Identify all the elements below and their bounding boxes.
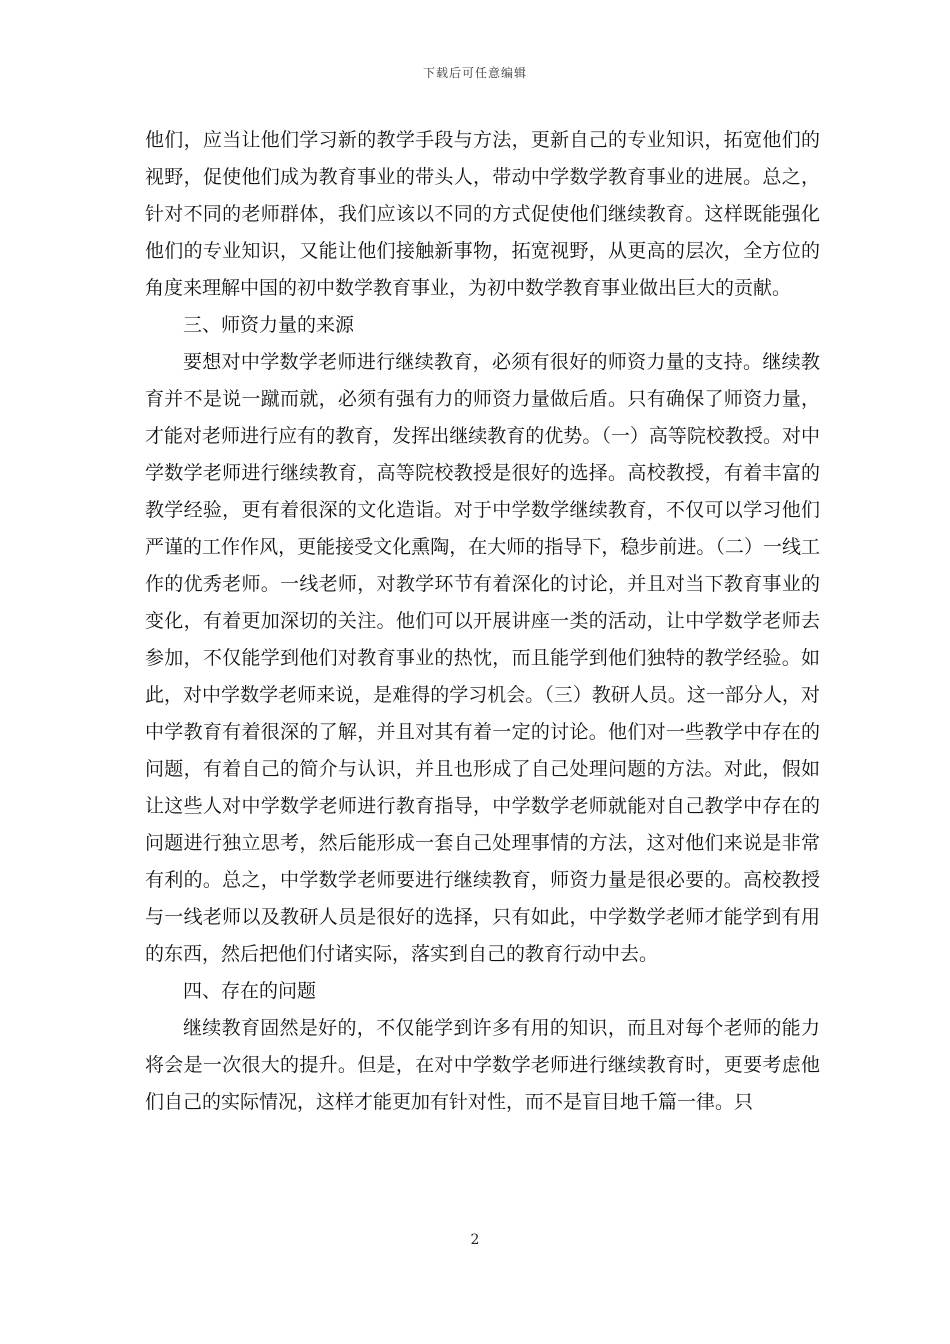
page-header: 下载后可任意编辑 [422,66,527,80]
paragraph-continuation: 他们，应当让他们学习新的教学手段与方法，更新自己的专业知识，拓宽他们的视野，促使他们成为教育事业的带头人，带动中学数学教育事业的进展。总之，针对不同的老师群体，我们应该以不同的方式促使他们继续教育。这样既能强化他们的专业知识，又能让他们接触新事物，拓宽视野，从更高的层次，全方位的角度来理解中国的初中数学教育事业，为初中数学教育事业做出巨大的贡献。 [145,129,820,299]
paragraph-existing-problems: 继续教育固然是好的，不仅能学到许多有用的知识，而且对每个老师的能力将会是一次很大的提升。但是，在对中学数学老师进行继续教育时，更要考虑他们自己的实际情况，这样才能更加有针对性，而不是盲目地千篇一律。只 [145,1017,820,1113]
document-body [145,122,820,1121]
section-heading-teacher-sources: 三、师资力量的来源 [183,314,355,336]
section-heading-existing-problems: 四、存在的问题 [183,980,317,1002]
page-number: 2 [470,1232,480,1248]
paragraph-teacher-sources: 要想对中学数学老师进行继续教育，必须有很好的师资力量的支持。继续教育并不是说一蹴而就，必须有强有力的师资力量做后盾。只有确保了师资力量，才能对老师进行应有的教育，发挥出继续教育的优势。（一）高等院校教授。对中学数学老师进行继续教育，高等院校教授是很好的选择。高校教授，有着丰富的教学经验，更有着很深的文化造诣。对于中学数学继续教育，不仅可以学习他们严谨的工作作风，更能接受文化熏陶，在大师的指导下，稳步前进。（二）一线工作的优秀老师。一线老师，对教学环节有着深化的讨论，并且对当下教育事业的变化，有着更加深切的关注。他们可以开展讲座一类的活动，让中学数学老师去参加，不仅能学到他们对教育事业的热忱，而且能学到他们独特的教学经验。如此，对中学数学老师来说，是难得的学习机会。（三）教研人员。这一部分人，对中学教育有着很深的了解，并且对其有着一定的讨论。他们对一些教学中存在的问题，有着自己的简介与认识，并且也形成了自己处理问题的方法。对此，假如让这些人对中学数学老师进行教育指导，中学数学老师就能对自己教学中存在的问题进行独立思考，然后能形成一套自己处理事情的方法，这对他们来说是非常有利的。总之，中学数学老师要进行继续教育，师资力量是很必要的。高校教授与一线老师以及教研人员是很好的选择，只有如此，中学数学老师才能学到有用的东西，然后把他们付诸实际，落实到自己的教育行动中去。 [145,351,820,965]
